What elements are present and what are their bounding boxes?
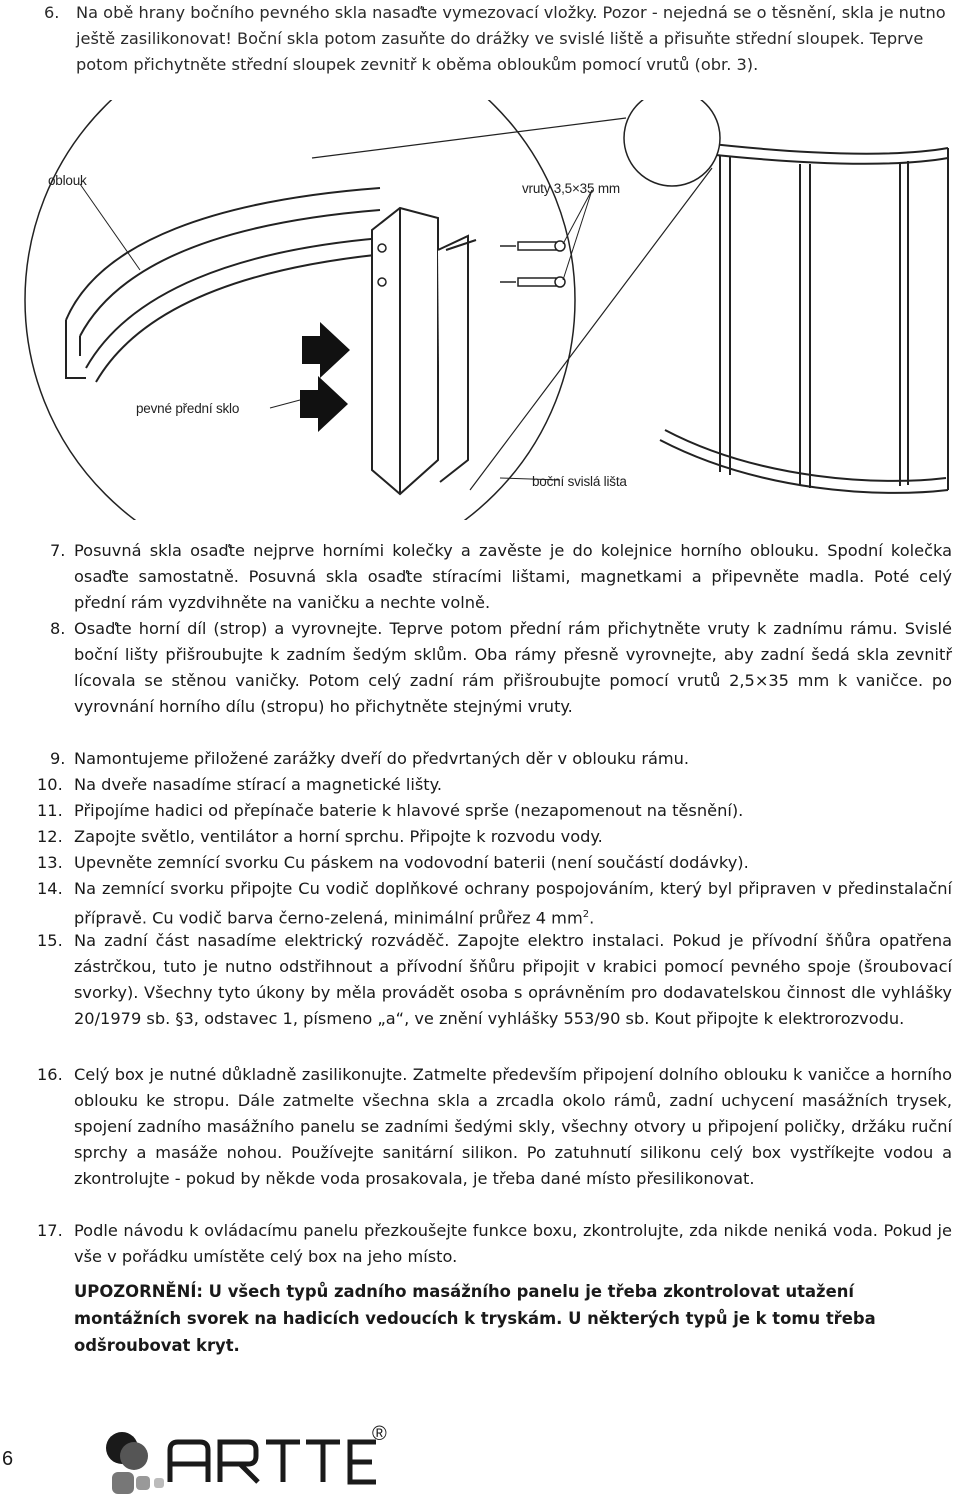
step-text: Podle návodu k ovládacímu panelu přezkoušejte funkce boxu, zkontrolujte, zda nikde neniká voda. Pokud je vše v pořádku umístěte celý box na jeho místo. — [74, 1221, 952, 1266]
step-12 — [32, 824, 952, 850]
warning-note: UPOZORNĚNÍ: U všech typů zadního masážního panelu je třeba zkontrolovat utažení montážních svorek na hadicích vedoucích k tryskám. U některých typů je k tomu třeba odšroubovat kryt. — [74, 1282, 876, 1355]
step-10 — [32, 772, 952, 798]
step-15 — [32, 928, 952, 1032]
leader-bottom — [470, 168, 712, 490]
step-14 — [32, 876, 952, 931]
label-fixed-glass: pevné přední sklo — [136, 401, 240, 416]
step-9 — [32, 746, 952, 772]
step-number: 7. — [50, 541, 66, 560]
step-number: 8. — [50, 619, 66, 638]
registered-mark: ® — [372, 1423, 387, 1445]
leader-top — [312, 118, 626, 158]
arrow-right-icon — [302, 322, 350, 378]
step-number: 15. — [37, 931, 63, 950]
step-number: 13. — [37, 853, 63, 872]
screw-hole — [378, 278, 386, 286]
step-text: Na zadní část nasadíme elektrický rozváděč. Zapojte elektro instalaci. Pokud je přívodní šňůra opatřena zástrčkou, tuto je nutno odstřihnout a přívodní šňůru připojit v krabici pomocí pevného spoje (šroubovací svorky). Všechny tyto úkony by měla provádět osoba s oprávněním pro dodavatelskou činnost dle vyhlášky 20/1979 sb. §3, odstavec 1, písmeno „a“, ve znění vyhlášky 553/90 sb. Kout připojte k elektrorozvodu. — [74, 931, 952, 1028]
step-number: 6. — [44, 3, 60, 22]
step-number: 17. — [37, 1221, 63, 1240]
side-rail — [372, 208, 476, 494]
step-text: Na zemnící svorku připojte Cu vodič doplňkové ochrany pospojováním, který byl připraven v předinstalační přípravě. Cu vodič barva černo-zelená, minimální průřez 4 $mm^2$. — [74, 879, 952, 928]
step-number: 12. — [37, 827, 63, 846]
assembly-figure — [0, 100, 960, 520]
step-text: Celý box je nutné důkladně zasilikonujte. Zatmelte především připojení dolního oblouku k vaničce a horního oblouku ke stropu. Dále zatmelte všechna skla a zrcadla okolo rámů, zadní uchycení masážních trysek, spojení zadního masážního panelu se zadními šedými skly, všechny otvory u připojení poličky, držáku ruční sprchy a masáže nohou. Používejte sanitární silikon. Po zatuhnutí silikonu celý box vystříkejte vodou a zkontrolujte - pokud by někde voda prosakovala, je třeba dané místo přesilikonovat. — [74, 1065, 952, 1188]
logo-mark-icon — [106, 1432, 164, 1494]
step-text: Namontujeme přiložené zarážky dveří do předvrtaných děr v oblouku rámu. — [74, 749, 690, 768]
step-text: Zapojte světlo, ventilátor a horní sprchu. Připojte k rozvodu vody. — [74, 827, 603, 846]
page-number: 6 — [2, 1448, 14, 1470]
detail-view — [25, 100, 575, 520]
enclosure-outline — [632, 134, 948, 493]
step-11 — [32, 798, 952, 824]
step-6 — [46, 0, 952, 78]
step-text: Upevněte zemnící svorku Cu páskem na vodovodní baterii (není součástí dodávky). — [74, 853, 749, 872]
step-17 — [32, 1218, 952, 1270]
step-text: Osaďte horní díl (strop) a vyrovnejte. Teprve potom přední rám přichytněte vruty k zadnímu rámu. Svislé boční lišty přišroubujte k zadním šedým sklům. Oba rámy přesně vyrovnejte, aby zadní šedá skla zevnitř lícovala se stěnou vaničky. Potom celý zadní rám přišroubujte pomocí vrutů 2,5×35 mm k vaničce. po vyrovnání horního dílu (stropu) ho přichytněte stejnými vruty. — [74, 619, 952, 716]
screw-hole — [378, 244, 386, 252]
step-number: 11. — [37, 801, 63, 820]
label-screws: vruty 3,5×35 mm — [522, 181, 620, 196]
arrow-right-icon — [300, 376, 348, 432]
label-side-rail: boční svislá lišta — [532, 474, 627, 489]
step-text: Připojíme hadici od přepínače baterie k hlavové sprše (nezapomenout na těsnění). — [74, 801, 744, 820]
step-number: 14. — [37, 879, 63, 898]
logo-wordmark — [170, 1442, 376, 1482]
step-text: Na dveře nasadíme stírací a magnetické lišty. — [74, 775, 443, 794]
screw-icon — [500, 241, 565, 251]
step-8 — [32, 616, 952, 720]
step-7 — [32, 538, 952, 616]
screw-icon — [500, 277, 565, 287]
step-number: 9. — [50, 749, 66, 768]
step-text: Posuvná skla osaďte nejprve horními kolečky a zavěste je do kolejnice horního oblouku. Spodní kolečka osaďte samostatně. Posuvná skla osaďte stíracími lištami, magnetkami a připevněte madla. Poté celý přední rám vyzdvihněte na vaničku a nechte volně. — [74, 541, 952, 612]
detail-circle — [624, 100, 720, 186]
arttec-logo — [100, 1420, 400, 1510]
step-number: 16. — [37, 1065, 63, 1084]
step-16 — [32, 1062, 952, 1192]
label-arc: oblouk — [48, 173, 87, 188]
step-13 — [32, 850, 952, 876]
step-number: 10. — [37, 775, 63, 794]
step-text: Na obě hrany bočního pevného skla nasaďte vymezovací vložky. Pozor - nejedná se o těsnění, skla je nutno ještě zasilikonovat! Boční skla potom zasuňte do drážky ve svislé liště a přisuňte střední sloupek. Teprve potom přichytněte střední sloupek zevnitř k oběma obloukům pomocí vrutů (obr. 3). — [76, 3, 946, 74]
